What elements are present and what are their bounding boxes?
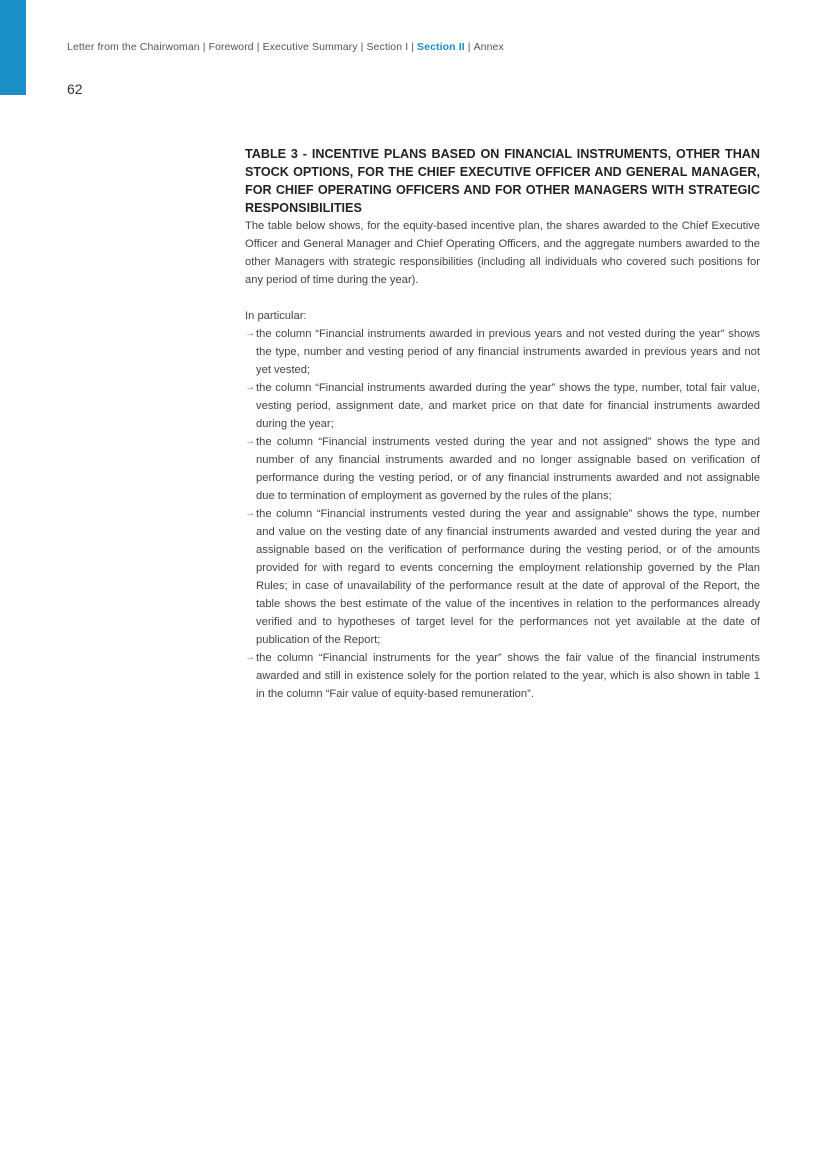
list-item-text: the column “Financial instruments vested during the year and not assigned” shows the type and number of any financial instruments awarded and no longer assignable based on verification of performance during the vesting period, or of any financial instruments awarded and not assignable due to termination of employment as governed by the rules of the plans; — [256, 436, 760, 502]
list-item — [245, 649, 760, 703]
list-item — [245, 505, 760, 649]
breadcrumb-separator: | — [256, 41, 260, 53]
arrow-right-icon: → — [245, 508, 255, 519]
breadcrumb-item-annex[interactable]: Annex — [473, 41, 504, 53]
breadcrumb-item-section-2[interactable]: Section II — [417, 41, 465, 53]
section-accent-bar — [0, 0, 26, 95]
breadcrumb-item-section-1[interactable]: Section I — [366, 41, 409, 53]
breadcrumb-separator: | — [467, 41, 471, 53]
breadcrumb-separator: | — [411, 41, 415, 53]
list-item — [245, 325, 760, 379]
arrow-right-icon: → — [245, 328, 255, 339]
main-content — [245, 145, 760, 703]
list-item — [245, 433, 760, 505]
intro-paragraph: The table below shows, for the equity-based incentive plan, the shares awarded to the Chief Executive Officer and General Manager and Chief Operating Officers, and the aggregate numbers awarded to the other Managers with strategic responsibilities (including all individuals who covered such positions for any period of time during the year). — [245, 220, 760, 286]
arrow-right-icon: → — [245, 382, 255, 393]
breadcrumb-item-letter[interactable]: Letter from the Chairwoman — [67, 41, 200, 53]
list-item-text: the column “Financial instruments vested during the year and assignable” shows the type, number and value on the vesting date of any financial instruments awarded and vested during the year and assignable based on the verification of performance during the vesting period, or of the amounts provided for with regard to events concerning the employment relationship governed by the Plan Rules; in case of unavailability of the performance result at the date of approval of the Report, the table shows the best estimate of the value of the incentives in relation to the performances already verified and to hypotheses of target level for the performances not yet available at the date of publication of the Report; — [256, 508, 760, 646]
breadcrumb-separator: | — [202, 41, 206, 53]
column-descriptions-list — [245, 325, 760, 703]
arrow-right-icon: → — [245, 652, 255, 663]
breadcrumb-item-foreword[interactable]: Foreword — [208, 41, 254, 53]
arrow-right-icon: → — [245, 436, 255, 447]
breadcrumb-item-executive-summary[interactable]: Executive Summary — [262, 41, 358, 53]
list-item-text: the column “Financial instruments for the year” shows the fair value of the financial instruments awarded and still in existence solely for the portion related to the year, which is also shown in table 1 in the column “Fair value of equity-based remuneration”. — [256, 652, 760, 700]
in-particular-label: In particular: — [245, 310, 307, 322]
list-item-text: the column “Financial instruments awarded in previous years and not vested during the year” shows the type, number and vesting period of any financial instruments awarded in previous years and not yet vested; — [256, 328, 760, 376]
page-number: 62 — [67, 81, 83, 97]
list-item-text: the column “Financial instruments awarded during the year” shows the type, number, total fair value, vesting period, assignment date, and market price on that date for financial instruments awarded during the year; — [256, 382, 760, 430]
table-title: TABLE 3 - INCENTIVE PLANS BASED ON FINANCIAL INSTRUMENTS, OTHER THAN STOCK OPTIONS, FOR THE CHIEF EXECUTIVE OFFICER AND GENERAL MANAGER, FOR CHIEF OPERATING OFFICERS AND FOR OTHER MANAGERS WITH STRATEGIC RESPONSIBILITIES — [245, 147, 760, 215]
breadcrumb-separator: | — [360, 41, 364, 53]
breadcrumb — [67, 41, 504, 53]
list-item — [245, 379, 760, 433]
